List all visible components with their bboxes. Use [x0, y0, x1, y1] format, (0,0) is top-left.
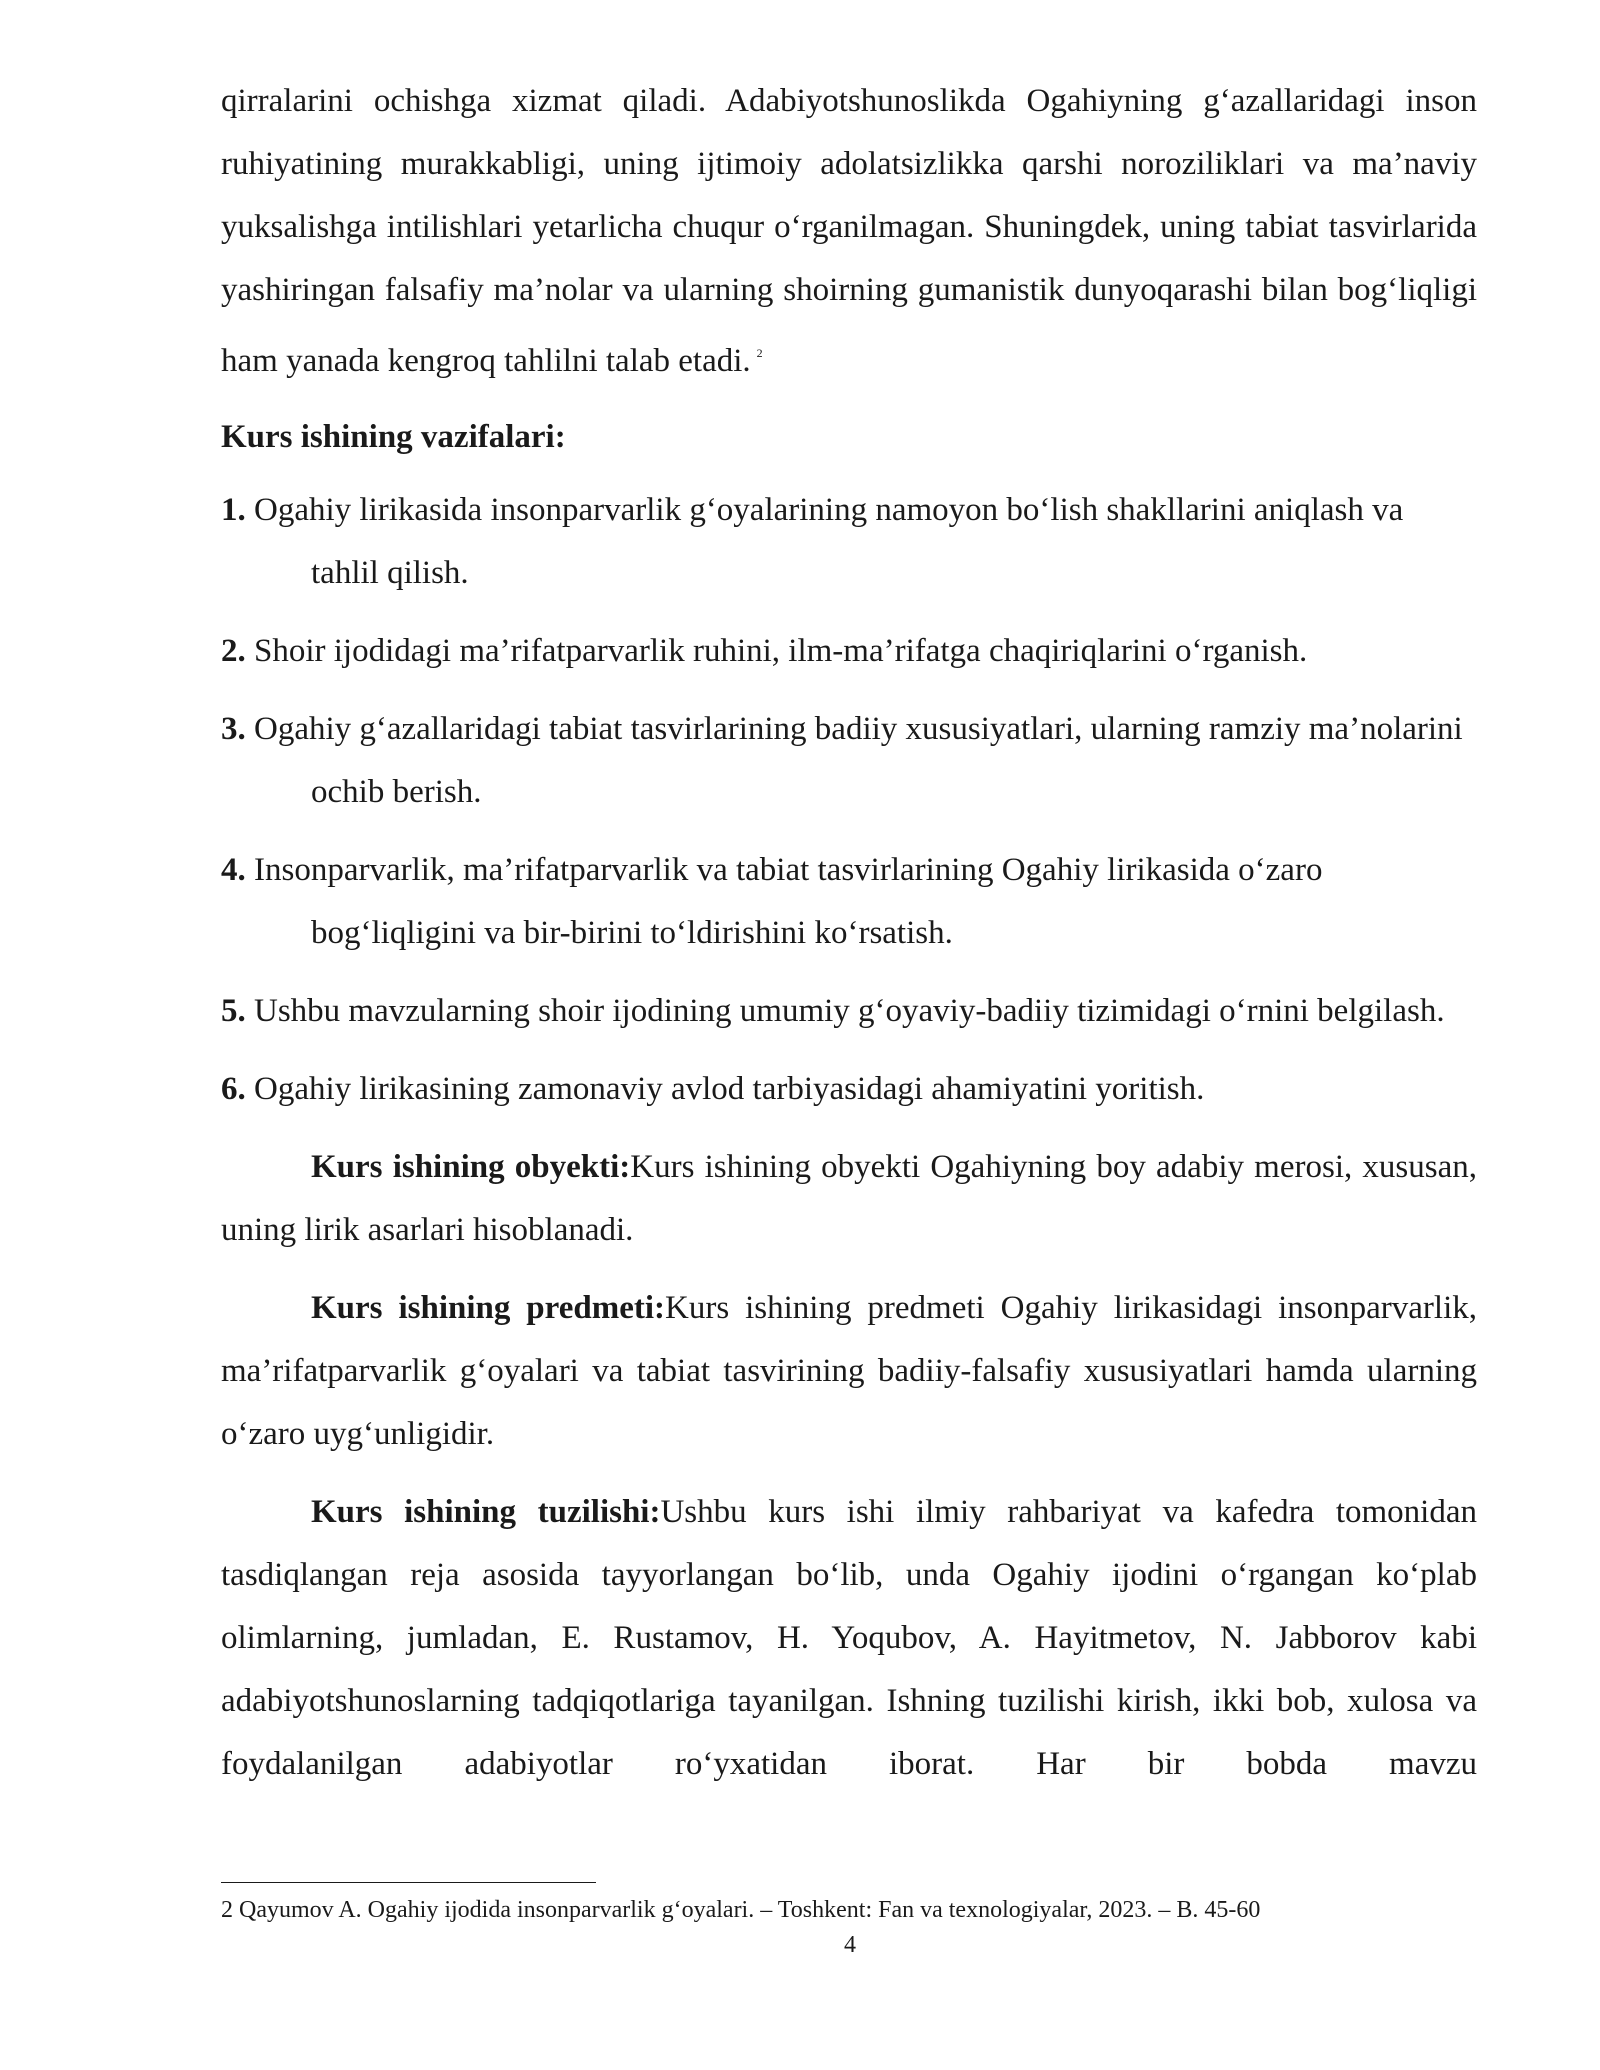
task-item: [221, 698, 1477, 824]
structure-label: Kurs ishining tuzilishi:: [311, 1494, 661, 1530]
task-number: 6.: [221, 1071, 246, 1107]
task-number: 4.: [221, 852, 246, 888]
task-number: 2.: [221, 633, 246, 669]
task-text: Ushbu mavzularning shoir ijodining umumiy g‘oyaviy-badiiy tizimidagi o‘rnini belgilash.: [254, 993, 1445, 1029]
object-paragraph: [221, 1136, 1477, 1262]
task-text: Ogahiy lirikasining zamonaviy avlod tarbiyasidagi ahamiyatini yoritish.: [254, 1071, 1205, 1107]
footnote-reference: 2: [756, 346, 763, 360]
task-text: Insonparvarlik, ma’rifatparvarlik va tabiat tasvirlarining Ogahiy lirikasida o‘zaro bog‘liqligini va bir-birini to‘ldirishini ko‘rsatish.: [254, 852, 1323, 951]
subject-text: Kurs ishining predmeti Ogahiy lirikasidagi insonparvarlik, ma’rifatparvarlik g‘oyalari va tabiat tasvirining badiiy-falsafiy xususiyatlari hamda ularning o‘zaro uyg‘unligidir.: [221, 1290, 1477, 1452]
footnote-separator: [221, 1882, 596, 1883]
document-page: [221, 70, 1477, 1796]
task-text: Ogahiy g‘azallaridagi tabiat tasvirlarining badiiy xususiyatlari, ularning ramziy ma’nolarini ochib berish.: [254, 711, 1463, 810]
object-label: Kurs ishining obyekti:: [311, 1149, 631, 1185]
object-text: Kurs ishining obyekti Ogahiyning boy adabiy merosi, xususan, uning lirik asarlari hisoblanadi.: [221, 1149, 1478, 1248]
task-item: [221, 479, 1477, 605]
task-item: [221, 839, 1477, 965]
task-text: Shoir ijodidagi ma’rifatparvarlik ruhini, ilm-ma’rifatga chaqiriqlarini o‘rganish.: [254, 633, 1308, 669]
task-number: 5.: [221, 993, 246, 1029]
intro-text: qirralarini ochishga xizmat qiladi. Adabiyotshunoslikda Ogahiyning g‘azallaridagi inson ruhiyatining murakkabligi, uning ijtimoiy adolatsizlikka qarshi noroziliklari va ma’naviy yuksalishga intilishlari yetarlicha chuqur o‘rganilmagan. Shuningdek, uning tabiat tasvirlarida yashiringan falsafiy ma’nolar va ularning shoirning gumanistik dunyoqarashi bilan bog‘liqligi ham yanada kengroq tahlilni talab etadi.: [221, 83, 1477, 379]
task-item: [221, 980, 1477, 1043]
structure-text: Ushbu kurs ishi ilmiy rahbariyat va kafedra tomonidan tasdiqlangan reja asosida tayyorlangan bo‘lib, unda Ogahiy ijodini o‘rgangan ko‘plab olimlarning, jumladan, E. Rustamov, H. Yoqubov, A. Hayitmetov, N. Jabborov kabi adabiyotshunoslarning tadqiqotlariga tayanilgan. Ishning tuzilishi kirish, ikki bob, xulosa va foydalanilgan adabiyotlar ro‘yxatidan iborat. Har bir bobda mavzu: [221, 1494, 1477, 1782]
task-item: [221, 620, 1477, 683]
intro-paragraph: [221, 70, 1477, 393]
subject-paragraph: [221, 1277, 1477, 1466]
footnote: 2 Qayumov A. Ogahiy ijodida insonparvarlik g‘oyalari. – Toshkent: Fan va texnologiyalar, 2023. – B. 45-60: [221, 1897, 1261, 1923]
task-item: [221, 1058, 1477, 1121]
tasks-list: [221, 479, 1477, 1121]
task-text: Ogahiy lirikasida insonparvarlik g‘oyalarining namoyon bo‘lish shakllarini aniqlash va tahlil qilish.: [254, 492, 1404, 591]
structure-paragraph: [221, 1481, 1477, 1796]
page-number: 4: [844, 1932, 856, 1958]
tasks-heading: Kurs ishining vazifalari:: [221, 419, 566, 455]
task-number: 1.: [221, 492, 246, 528]
task-number: 3.: [221, 711, 246, 747]
subject-label: Kurs ishining predmeti:: [311, 1290, 665, 1326]
